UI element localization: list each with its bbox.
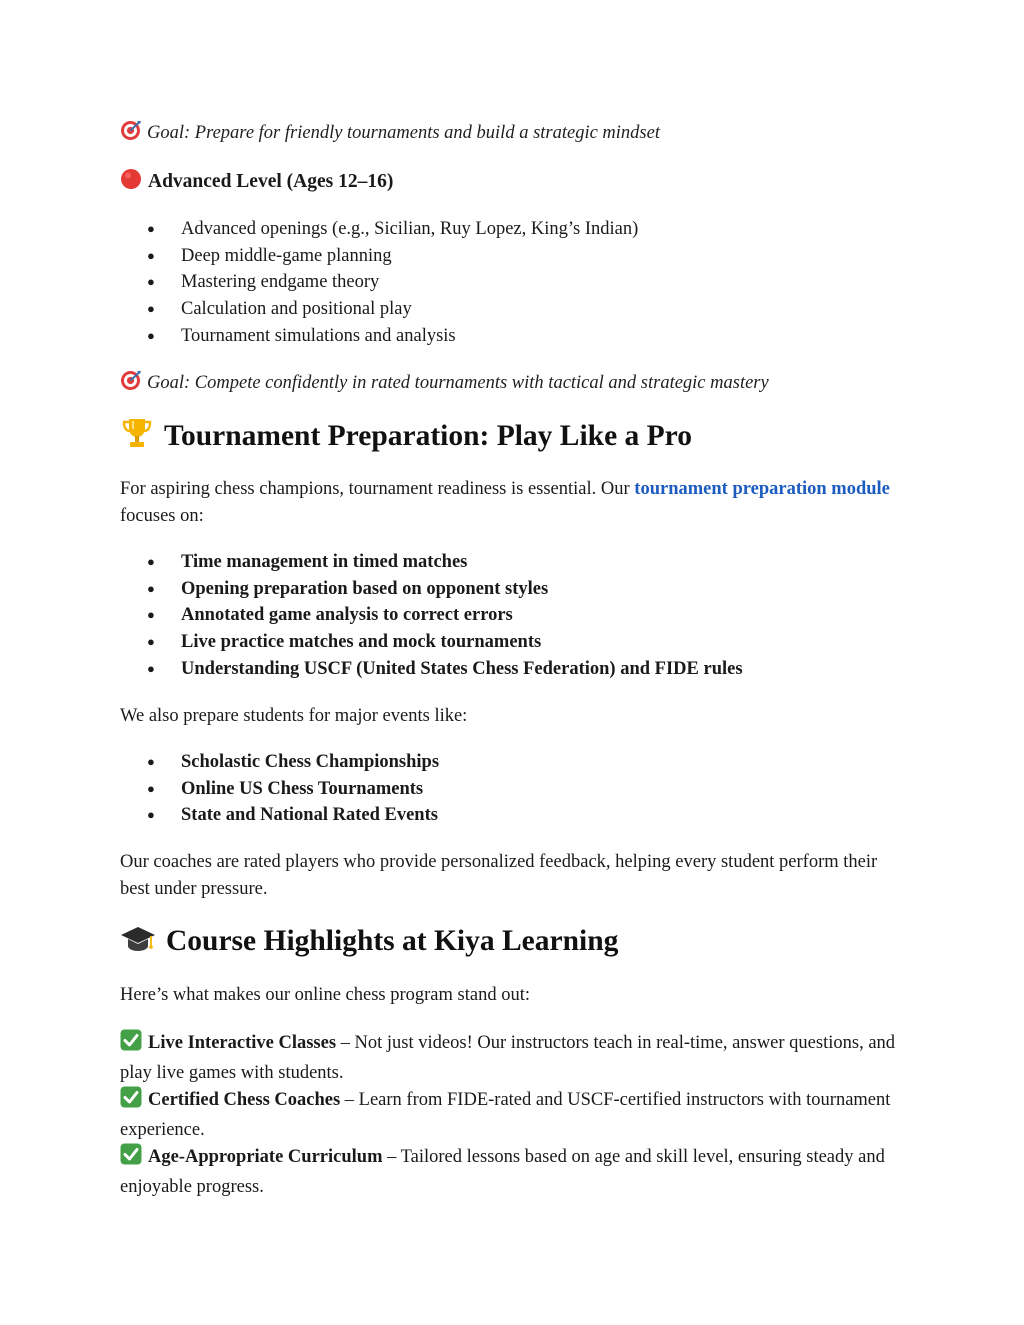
highlight-item — [120, 1143, 910, 1200]
events-list — [120, 749, 910, 829]
highlights-intro: Here’s what makes our online chess program stand out: — [120, 985, 530, 1005]
goal2-text: Goal: Compete confidently in rated tournaments with tactical and strategic mastery — [147, 373, 769, 393]
highlight-item — [120, 1086, 910, 1143]
highlights-heading — [120, 923, 910, 963]
trophy-icon — [120, 417, 154, 458]
highlight-item — [120, 1029, 910, 1086]
coaches-paragraph: Our coaches are rated players who provide personalized feedback, helping every student perform their best under pressure. — [120, 852, 878, 899]
list-item: ● Online US Chess Tournaments — [120, 776, 910, 803]
tournament-heading — [120, 417, 910, 458]
goal1-text: Goal: Prepare for friendly tournaments and build a strategic mindset — [147, 123, 660, 143]
highlight-title: Certified Chess Coaches — [148, 1090, 341, 1110]
list-item: ● Scholastic Chess Championships — [120, 749, 910, 776]
highlights-list — [120, 1029, 910, 1200]
list-item: ● Tournament simulations and analysis — [120, 323, 910, 350]
tournament-heading-text: Tournament Preparation: Play Like a Pro — [164, 420, 692, 452]
goal-advanced — [120, 370, 910, 400]
check-mark-icon — [120, 1143, 142, 1174]
highlight-desc: – Learn from FIDE-rated and USCF-certified instructors with tournament experience. — [120, 1090, 891, 1140]
list-item: ● Advanced openings (e.g., Sicilian, Ruy Lopez, King’s Indian) — [120, 216, 910, 243]
red-circle-icon — [120, 168, 142, 199]
check-mark-icon — [120, 1029, 142, 1060]
highlight-title: Age-Appropriate Curriculum — [148, 1147, 383, 1167]
highlight-desc: – Not just videos! Our instructors teach in real-time, answer questions, and play live games with students. — [120, 1033, 896, 1083]
highlight-title: Live Interactive Classes — [148, 1033, 337, 1053]
tournament-intro-before: For aspiring chess champions, tournament readiness is essential. Our — [120, 479, 635, 499]
advanced-topics-list — [120, 216, 910, 350]
check-mark-icon — [120, 1086, 142, 1117]
list-item: ● Opening preparation based on opponent styles — [120, 576, 910, 603]
advanced-level-label: Advanced Level (Ages 12–16) — [148, 171, 394, 192]
events-intro: We also prepare students for major events like: — [120, 706, 468, 726]
list-item: ● Calculation and positional play — [120, 296, 910, 323]
list-item: ● Deep middle-game planning — [120, 243, 910, 270]
goal-beginner-intermediate — [120, 120, 910, 150]
target-icon — [120, 370, 141, 400]
tournament-focus-list — [120, 549, 910, 683]
list-item: ● Time management in timed matches — [120, 549, 910, 576]
list-item: ● Understanding USCF (United States Chess Federation) and FIDE rules — [120, 656, 910, 683]
tournament-preparation-link[interactable]: tournament preparation module — [634, 479, 890, 499]
list-item: ● Annotated game analysis to correct errors — [120, 602, 910, 629]
highlight-desc: – Tailored lessons based on age and skill level, ensuring steady and enjoyable progress. — [120, 1147, 885, 1197]
target-icon — [120, 120, 141, 150]
highlights-heading-text: Course Highlights at Kiya Learning — [166, 925, 619, 957]
list-item: ● Mastering endgame theory — [120, 269, 910, 296]
advanced-level-title — [120, 168, 910, 199]
tournament-intro-after: focuses on: — [120, 505, 204, 526]
graduation-cap-icon — [120, 924, 156, 963]
tournament-intro — [120, 476, 910, 529]
list-item: ● Live practice matches and mock tournaments — [120, 629, 910, 656]
list-item: ● State and National Rated Events — [120, 802, 910, 829]
